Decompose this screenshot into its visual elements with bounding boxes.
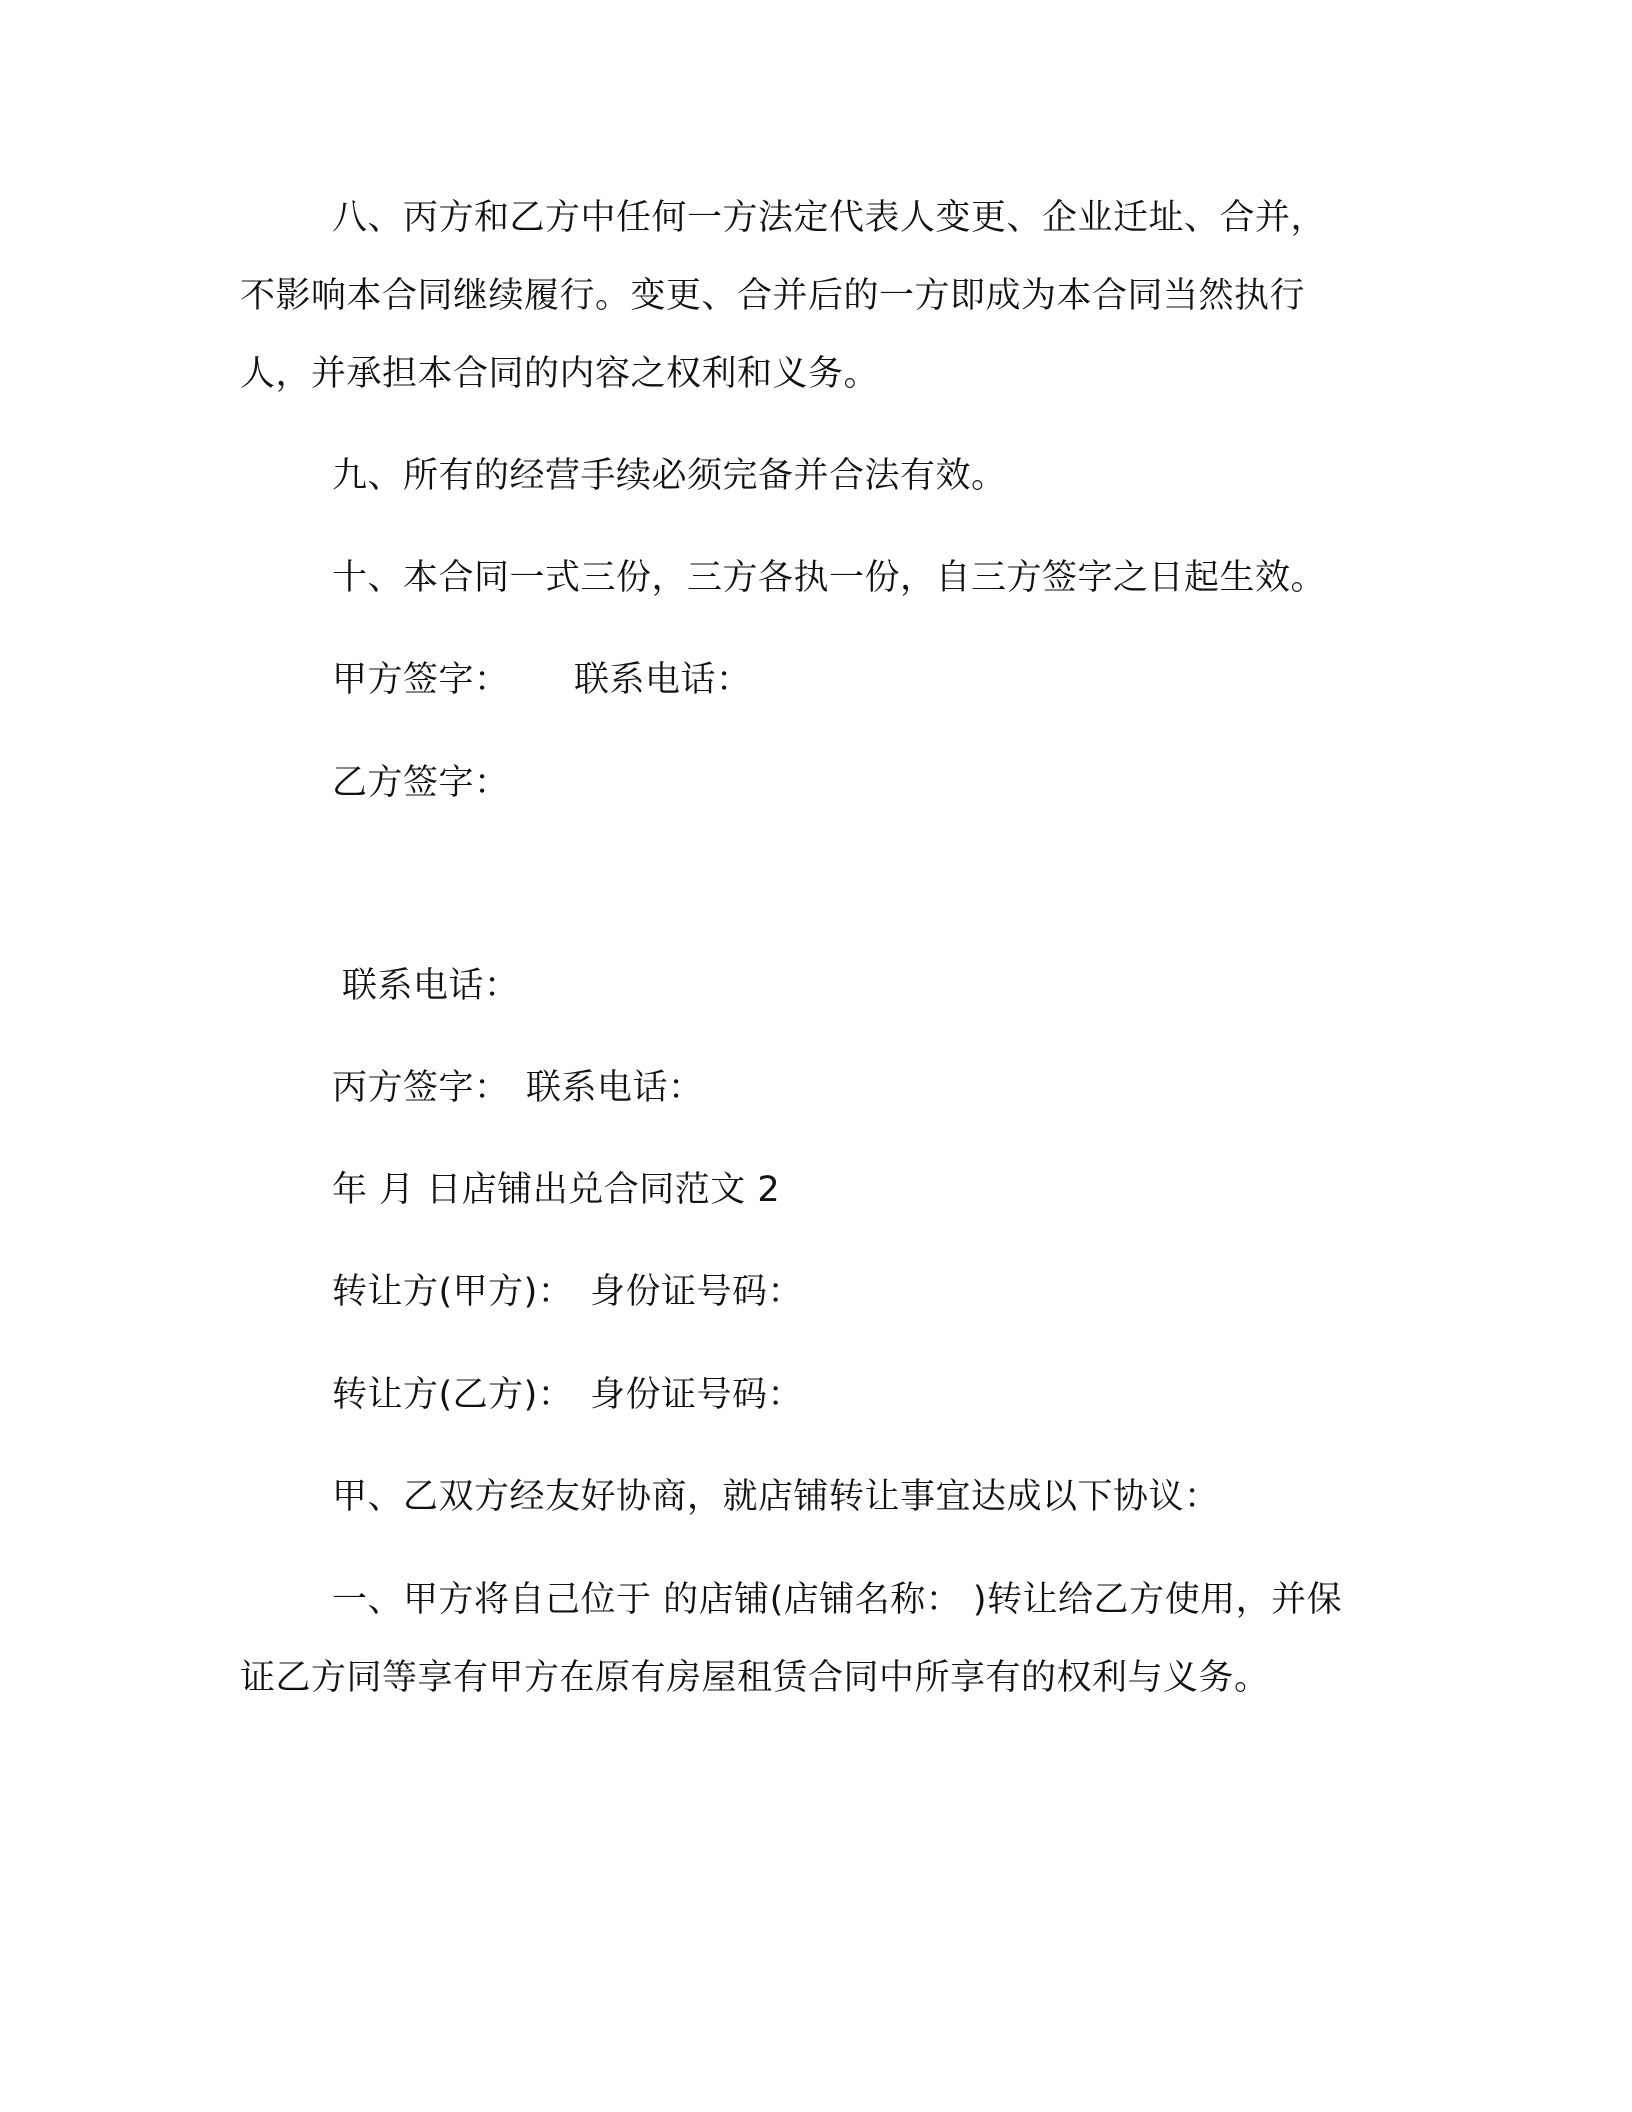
party-a-signature-label: 甲方签字：: [332, 660, 510, 700]
transferor-a-label: 转让方(甲方)：: [332, 1272, 574, 1312]
clause-8-line-1: 八、丙方和乙方中任何一方法定代表人变更、企业迁址、合并，: [332, 198, 1327, 238]
agreement-intro: 甲、乙双方经友好协商，就店铺转让事宜达成以下协议：: [332, 1477, 1220, 1517]
clause-9: 九、所有的经营手续必须完备并合法有效。: [332, 456, 1007, 496]
clause-1-line-1: 一、甲方将自己位于 的店铺(店铺名称： )转让给乙方使用，并保: [332, 1580, 1343, 1620]
clause-8-line-3: 人，并承担本合同的内容之权利和义务。: [240, 354, 880, 394]
transferor-a-id-label: 身份证号码：: [590, 1272, 804, 1312]
party-b-signature-label: 乙方签字：: [332, 763, 510, 803]
date-and-contract-title: 年 月 日店铺出兑合同范文 2: [332, 1170, 781, 1210]
clause-8-line-2: 不影响本合同继续履行。变更、合并后的一方即成为本合同当然执行: [240, 276, 1306, 316]
clause-10: 十、本合同一式三份，三方各执一份，自三方签字之日起生效。: [332, 558, 1327, 598]
clause-1-line-2: 证乙方同等享有甲方在原有房屋租赁合同中所享有的权利与义务。: [240, 1658, 1270, 1698]
party-c-signature-label: 丙方签字：: [332, 1068, 510, 1108]
party-a-phone-label: 联系电话：: [574, 660, 752, 700]
transferor-b-label: 转让方(乙方)：: [332, 1375, 574, 1415]
party-b-phone-label: 联系电话：: [342, 966, 520, 1006]
transferor-b-id-label: 身份证号码：: [590, 1375, 804, 1415]
party-c-phone-label: 联系电话：: [526, 1068, 704, 1108]
